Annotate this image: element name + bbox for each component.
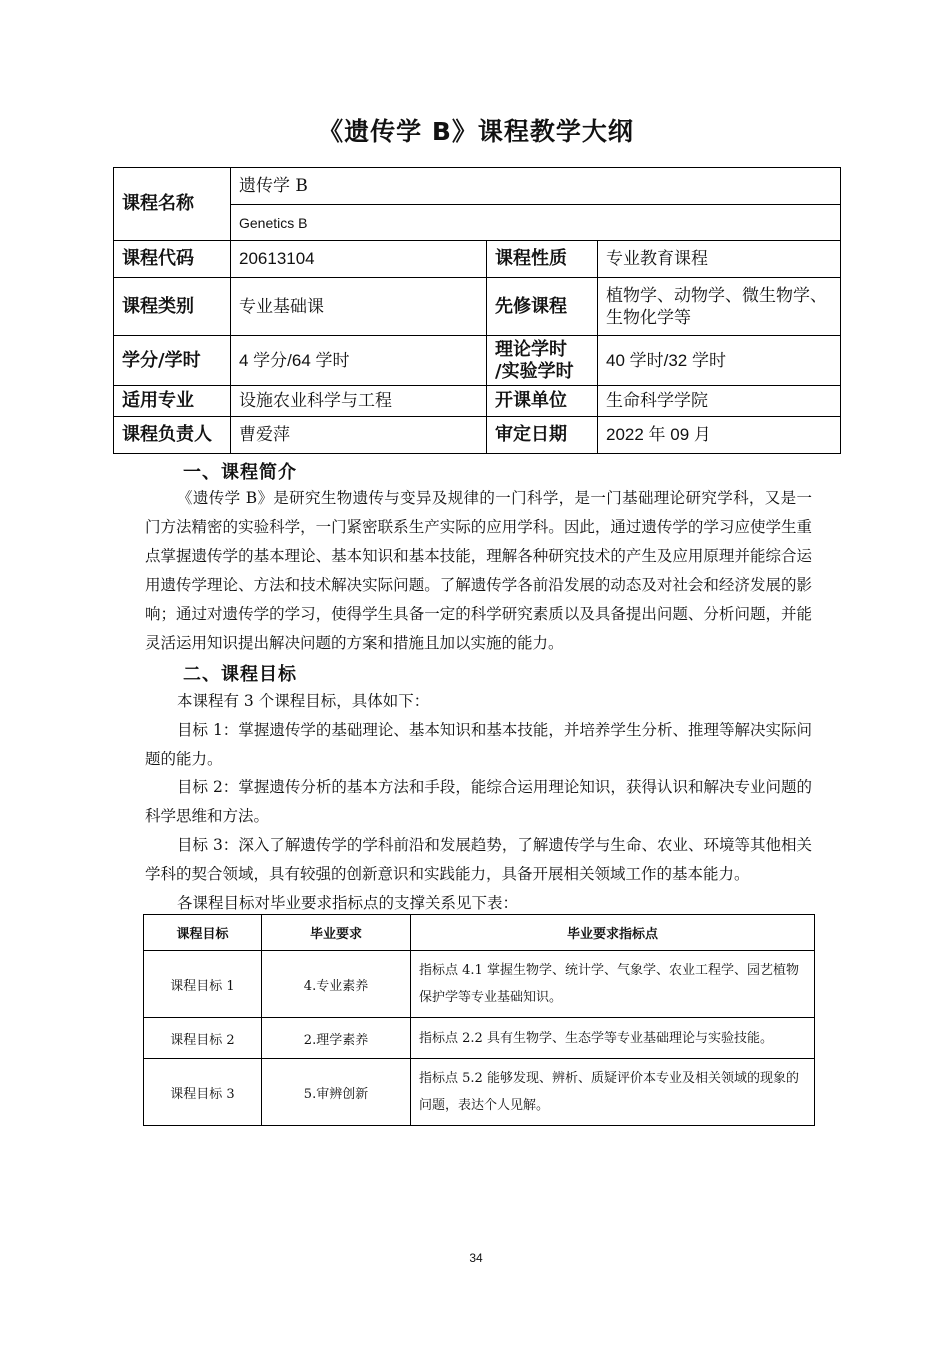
requirement-cell: 5.审辨创新: [262, 1059, 411, 1126]
prerequisite-value: 植物学、动物学、微生物学、生物化学等: [598, 278, 841, 336]
major-value: 设施农业科学与工程: [231, 386, 487, 417]
prerequisite-label: 先修课程: [487, 278, 598, 336]
goal-2-text: 目标 2：掌握遗传分析的基本方法和手段，能综合运用理论知识，获得认识和解决专业问题的科学思维和方法。: [145, 778, 812, 825]
table-row: [144, 1018, 815, 1059]
course-nature-value: 专业教育课程: [598, 241, 841, 278]
hours-value: 40 学时/32 学时: [598, 336, 841, 386]
goal-cell: 课程目标 1: [144, 951, 262, 1018]
goal-cell: 课程目标 3: [144, 1059, 262, 1126]
header-graduation-requirement: 毕业要求: [262, 915, 411, 951]
unit-label: 开课单位: [487, 386, 598, 417]
indicator-cell: 指标点 4.1 掌握生物学、统计学、气象学、农业工程学、园艺植物保护学等专业基础知识。: [411, 951, 815, 1018]
course-code-value: 20613104: [231, 241, 487, 278]
goal-1-text: 目标 1：掌握遗传学的基础理论、基本知识和基本技能，并培养学生分析、推理等解决实际问题的能力。: [145, 721, 812, 768]
intro-paragraph: 《遗传学 B》是研究生物遗传与变异及规律的一门科学，是一门基础理论研究学科，又是一门方法精密的实验科学，一门紧密联系生产实际的应用学科。因此，通过遗传学的学习应使学生重点掌握遗传学的基本理论、基本知识和基本技能，理解各种研究技术的产生及应用原理并能综合运用遗传学理论、方法和技术解决实际问题。了解遗传学各前沿发展的动态及对社会和经济发展的影响；通过对遗传学的学习，使得学生具备一定的科学研究素质以及具备提出问题、分析问题，并能灵活运用知识提出解决问题的方案和措施且加以实施的能力。: [145, 489, 812, 652]
header-indicator-point: 毕业要求指标点: [411, 915, 815, 951]
date-label: 审定日期: [487, 417, 598, 454]
goals-support-table: [143, 914, 815, 1126]
course-name-en: Genetics B: [231, 205, 841, 241]
hours-label-line2: /实验学时: [495, 360, 574, 382]
indicator-cell: 指标点 2.2 具有生物学、生态学等专业基础理论与实验技能。: [411, 1018, 815, 1059]
header-course-goal: 课程目标: [144, 915, 262, 951]
major-label: 适用专业: [114, 386, 231, 417]
course-category-value: 专业基础课: [231, 278, 487, 336]
course-category-label: 课程类别: [114, 278, 231, 336]
owner-value: 曹爱萍: [231, 417, 487, 454]
document-title: 《遗传学 B》课程教学大纲: [318, 117, 634, 146]
course-code-label: 课程代码: [114, 241, 231, 278]
course-nature-label: 课程性质: [487, 241, 598, 278]
goal-3-text: 目标 3：深入了解遗传学的学科前沿和发展趋势，了解遗传学与生命、农业、环境等其他相关学科的契合领域，具有较强的创新意识和实践能力，具备开展相关领域工作的基本能力。: [145, 836, 812, 883]
credit-value: 4 学分/64 学时: [231, 336, 487, 386]
goals-intro: 本课程有 3 个课程目标，具体如下：: [177, 692, 430, 710]
page-number: 34: [469, 1251, 483, 1265]
section-heading-goals: 二、课程目标: [183, 664, 297, 685]
table-intro: 各课程目标对毕业要求指标点的支撑关系见下表：: [177, 894, 519, 912]
requirement-cell: 4.专业素养: [262, 951, 411, 1018]
unit-value: 生命科学学院: [598, 386, 841, 417]
date-value: 2022 年 09 月: [598, 417, 841, 454]
section-heading-intro: 一、课程简介: [183, 462, 297, 483]
course-info-table: [113, 167, 841, 454]
goal-cell: 课程目标 2: [144, 1018, 262, 1059]
owner-label: 课程负责人: [114, 417, 231, 454]
requirement-cell: 2.理学素养: [262, 1018, 411, 1059]
indicator-cell: 指标点 5.2 能够发现、辨析、质疑评价本专业及相关领域的现象的问题，表达个人见解。: [411, 1059, 815, 1126]
credit-label: 学分/学时: [114, 336, 231, 386]
hours-label: [487, 336, 598, 386]
course-name-cn: 遗传学 B: [231, 168, 841, 205]
table-row: [144, 1059, 815, 1126]
course-name-label: 课程名称: [114, 168, 231, 241]
hours-label-line1: 理论学时: [495, 338, 567, 360]
table-row: [144, 951, 815, 1018]
